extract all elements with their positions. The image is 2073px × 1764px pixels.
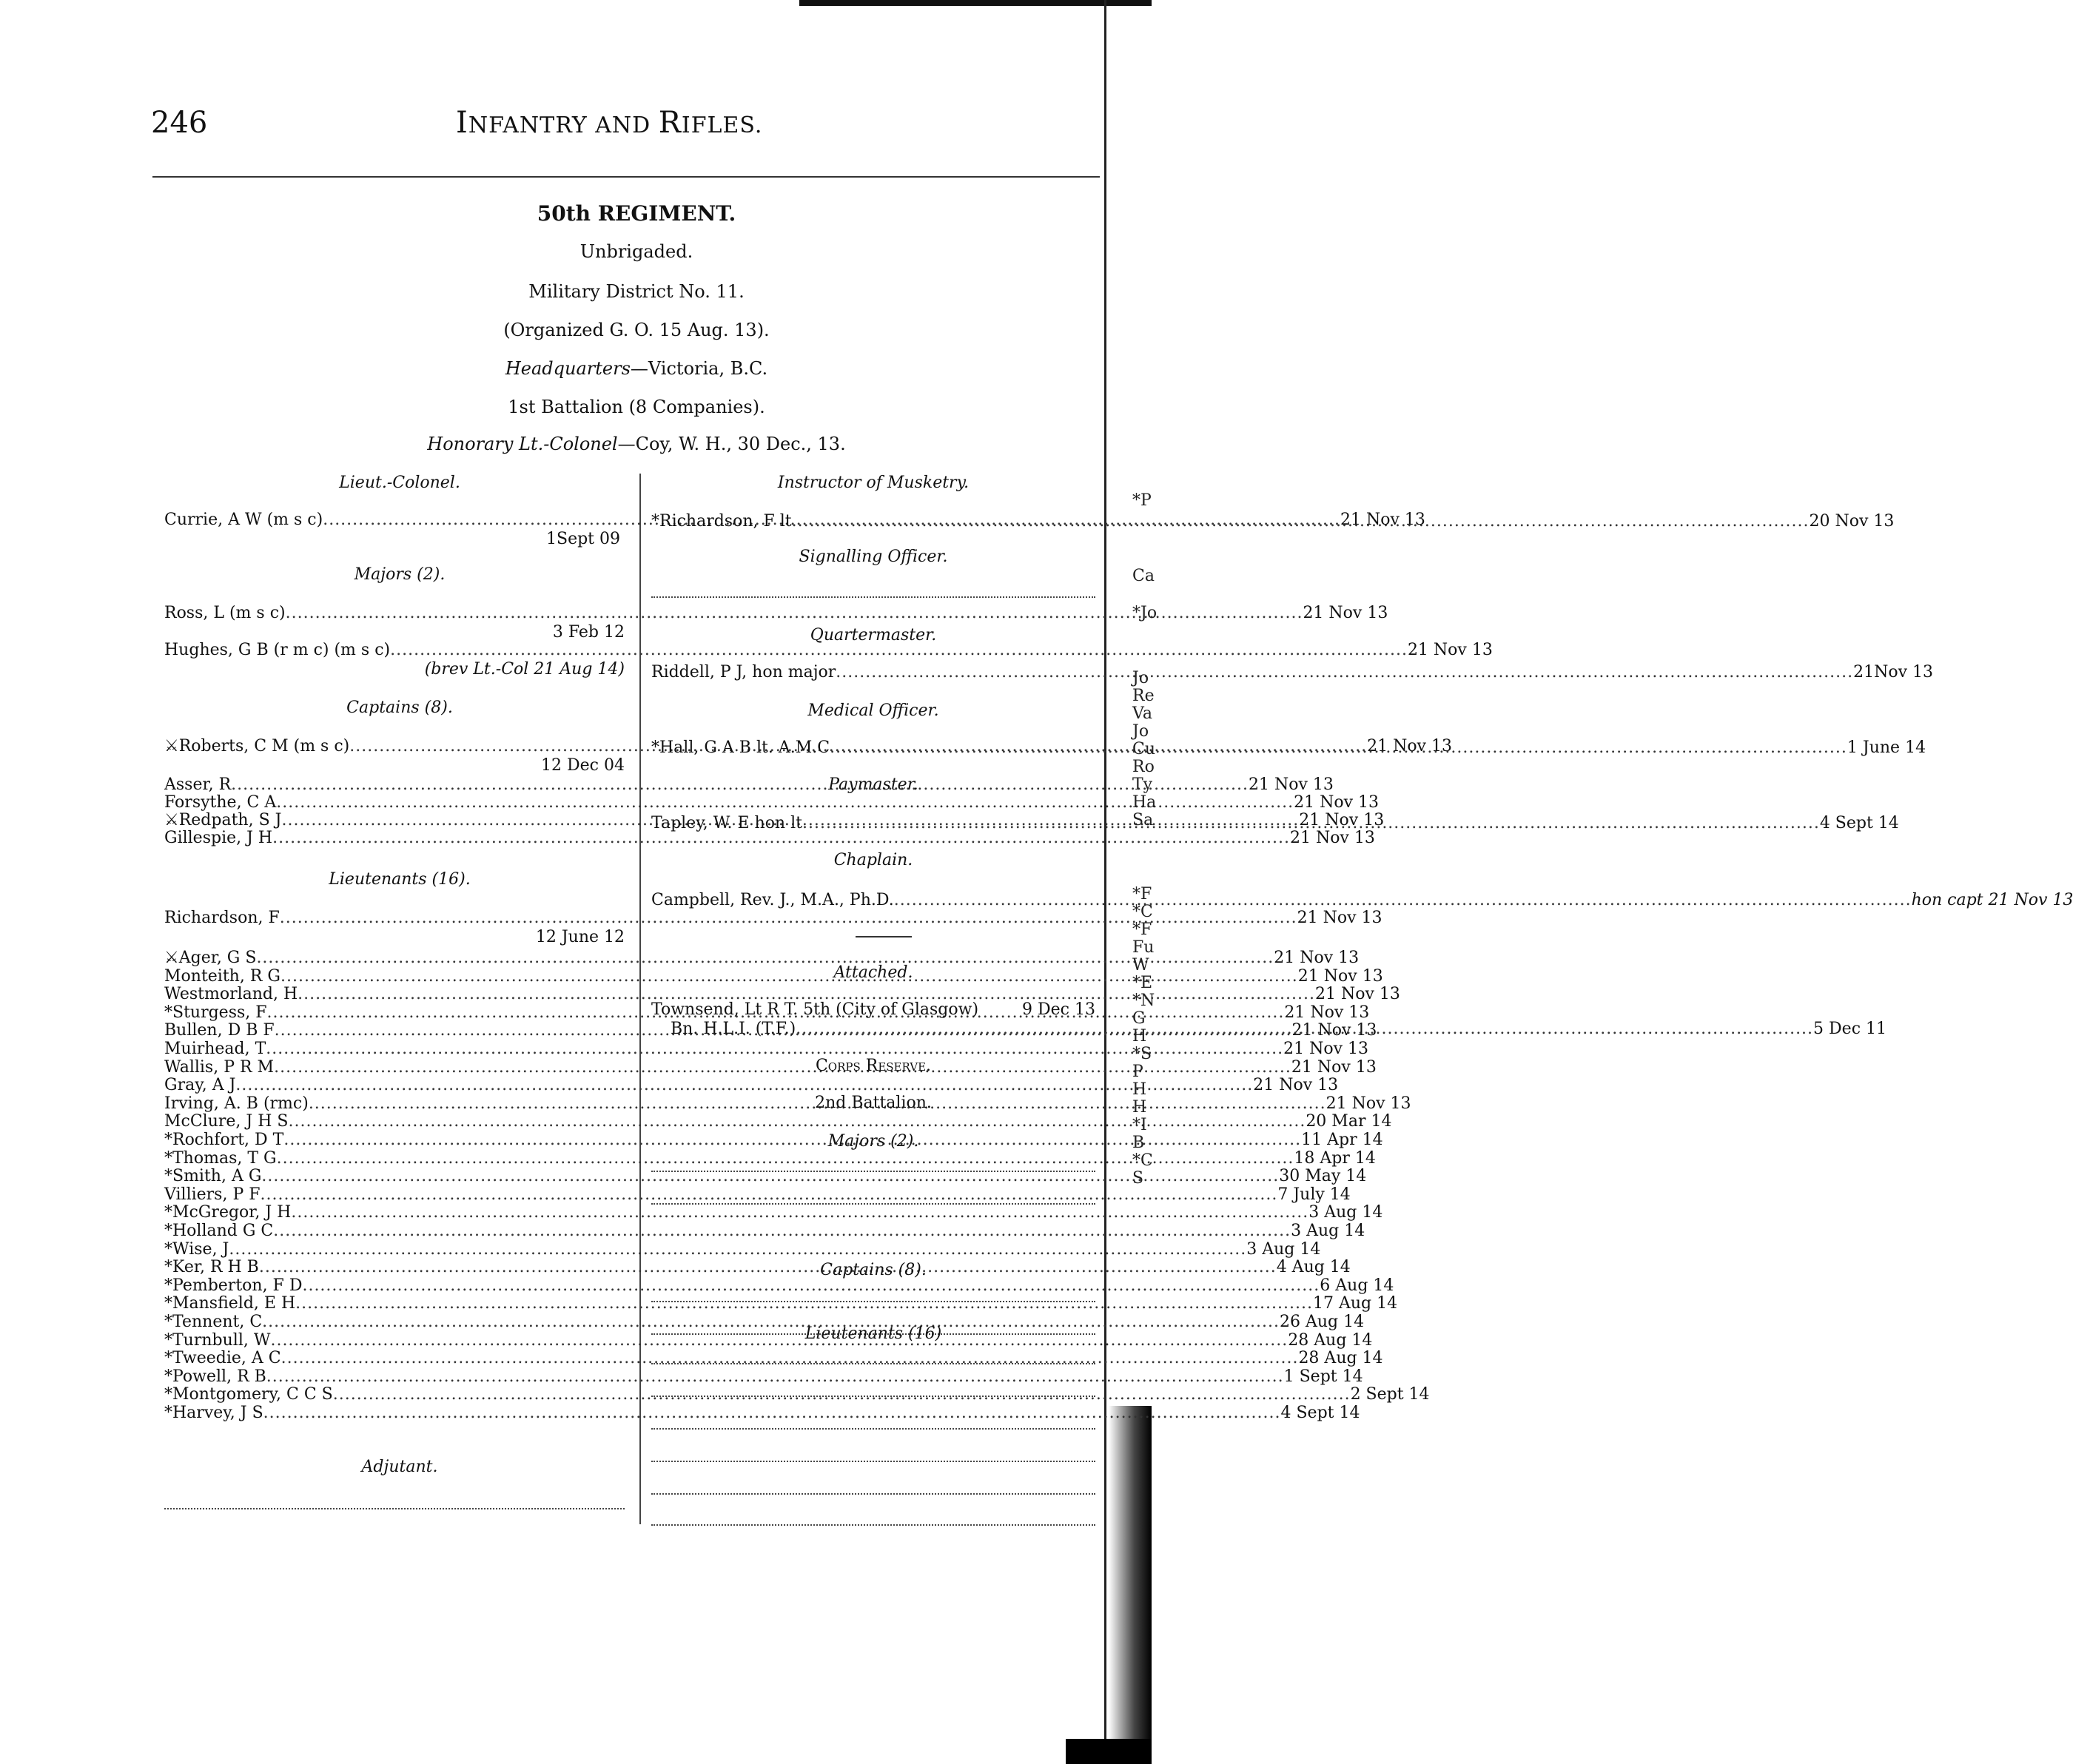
brigade-line: Unbrigaded. [579,241,693,262]
officer-date: 2 Sept 14 [1350,1385,1430,1404]
officer-date: 20 Nov 13 [1809,512,1895,531]
officer-date: 21 Nov 13 [1303,604,1388,622]
officer-date: 21 Nov 13 [1283,1040,1369,1058]
major-row [164,641,1493,660]
officer-date: 3 Aug 14 [1308,1203,1383,1222]
officer-date: 28 Aug 14 [1288,1330,1373,1350]
officer-name: *Holland G C [164,1222,274,1240]
captain-sub-date: 12 Dec 04 [541,756,625,775]
honorary-value: —Coy, W. H., 30 Dec., 13. [617,434,846,454]
regiment-title: 50th REGIMENT. [537,201,736,226]
officer-date: 21 Nov 13 [1289,829,1375,847]
bleed-through-text: H [1132,1098,1147,1117]
officer-date: 4 Sept 14 [1280,1404,1360,1422]
officer-name: Irving, A. B (rmc) [164,1094,309,1113]
officer-name: Monteith, R G [164,966,280,986]
officer-date: 21Nov 13 [1853,663,1934,681]
officer-date: 21 Nov 13 [1326,1094,1411,1113]
bleed-through-text: P [1132,1063,1143,1081]
officer-name: Richardson, F [164,909,280,927]
lieutenant-row [164,1313,1365,1332]
officer-name: Forsythe, C A [164,793,277,812]
attached-date: 9 Dec 13 [1022,1000,1095,1019]
bleed-through-text: Ro [1132,758,1155,776]
major-sub-date: 3 Feb 12 [552,623,625,642]
captains-header: Captains (8). [346,698,453,717]
officer-date: 18 Apr 14 [1294,1148,1376,1168]
running-title [456,106,762,140]
officer-date: 7 July 14 [1277,1185,1351,1204]
officer-date: 21 Nov 13 [1297,909,1382,927]
bleed-through-text: Ty [1132,775,1153,794]
majors-header: Majors (2). [354,565,446,584]
blank-line [651,1394,1095,1397]
bleed-through-text: Ca [1132,567,1155,585]
bleed-through-text: *I [1132,1116,1147,1134]
bleed-through-text: H [1132,1080,1147,1099]
bleed-through-text: *P [1132,491,1152,510]
officer-date: 21 Nov 13 [1291,1057,1377,1077]
officer-name: *Wise, J [164,1239,229,1259]
lieutenant-row [164,1040,1369,1059]
bleed-through-text: *C [1132,1151,1153,1170]
honorary-line [0,434,1273,454]
officer-date: 17 Aug 14 [1312,1294,1398,1313]
signalling-header: Signalling Officer. [799,548,948,566]
organized-line: (Organized G. O. 15 Aug. 13). [503,320,770,340]
officer-name: Tapley, W. E hon lt [651,814,802,832]
officer-name: *Smith, A G [164,1167,262,1186]
officer-date: 30 May 14 [1279,1167,1367,1186]
lieutenant-row [164,1222,1365,1241]
officer-name: Currie, A W (m s c) [164,511,323,529]
lt-colonel-header: Lieut.-Colonel. [339,474,460,492]
bleed-through-text: Ha [1132,793,1157,812]
officer-name: *Mansfield, E H [164,1294,296,1313]
musketry-header: Instructor of Musketry. [777,474,970,492]
lieutenant-row [164,1148,1376,1168]
officer-name: Bullen, D B F [164,1021,275,1040]
officer-date: 21 Nov 13 [1284,1003,1370,1022]
corps-reserve-heading: Corps Reserve. [815,1057,932,1075]
bleed-through-text: Sa [1132,811,1154,829]
officer-name: *Hall, G A B lt. A.M.C [651,738,830,757]
attached-row [651,1000,1095,1020]
officer-name: *Tweedie, A C [164,1349,281,1368]
bleed-through-text: G [1132,1009,1146,1028]
page-edge-bottom [1066,1739,1152,1764]
chaplain-row [651,891,2073,910]
bleed-through-text: Jo [1132,722,1149,741]
honorary-label: Honorary Lt.-Colonel [427,434,618,454]
officer-date: 21 Nov 13 [1297,966,1383,986]
bleed-through-text: Re [1132,687,1155,705]
officer-name: Wallis, P R M [164,1057,275,1077]
officer-name: *McGregor, J H [164,1203,292,1222]
officer-date: 1 June 14 [1847,738,1926,757]
paymaster-header: Paymaster. [828,775,918,794]
running-title-cap1: I [456,106,468,140]
officer-date: 4 Aug 14 [1276,1258,1351,1277]
officer-name: ⚔Ager, G S [164,949,257,967]
bleed-through-text: *N [1132,992,1155,1010]
bleed-through-text: *S [1132,1045,1152,1063]
bleed-through-text: Jo [1132,669,1149,687]
captain-row [164,829,1375,848]
officer-name: McClure, J H S [164,1112,289,1131]
officer-name: ⚔Roberts, C M (m s c) [164,737,350,755]
officer-date: 21 Nov 13 [1291,1021,1377,1040]
officer-name: Villiers, P F [164,1185,261,1204]
officer-date: 28 Aug 14 [1298,1349,1383,1368]
blank-line [651,1523,1095,1526]
officer-name: *Turnbull, W [164,1330,271,1350]
officer-name: *Tennent, C [164,1313,263,1331]
attached-date: 5 Dec 11 [1813,1020,1887,1038]
chaplain-header: Chaplain. [833,851,913,869]
officer-name: Gray, A J [164,1076,236,1095]
bleed-through-text: S [1132,1169,1144,1188]
officer-date: 26 Aug 14 [1280,1313,1365,1331]
officer-name: *Powell, R B [164,1367,266,1386]
attached-header: Attached. [833,963,913,982]
officer-date: hon capt 21 Nov 13 [1911,891,2073,909]
headquarters-value: —Victoria, B.C. [630,358,768,379]
blank-line [651,1202,1095,1205]
officer-date: 11 Apr 14 [1301,1131,1383,1149]
reserve-majors-header: Majors (2). [827,1132,919,1151]
officer-name: ⚔Redpath, S J [164,811,282,829]
officer-name: Westmorland, H [164,985,298,1004]
headquarters-line [0,358,1273,379]
bleed-through-text: *F [1132,885,1152,903]
officer-date: 3 Aug 14 [1291,1222,1365,1240]
bleed-through-text: Va [1132,704,1152,723]
adjutant-blank-line [164,1507,625,1509]
officer-date: 21 Nov 13 [1340,511,1425,529]
bleed-through-text: *E [1132,974,1153,992]
officer-date: 21 Nov 13 [1315,985,1400,1004]
officer-name: Muirhead, T [164,1040,266,1058]
lieutenant-row [164,1076,1339,1095]
lt-colonel-sub-date: 1Sept 09 [546,530,620,548]
blank-line [651,1459,1095,1462]
lieutenant-row [164,1112,1392,1131]
lieutenants-header: Lieutenants (16). [329,870,471,889]
officer-name: Riddell, P J, hon major [651,663,836,681]
section-rule [856,936,912,937]
district-line: Military District No. 11. [528,281,745,302]
lieutenant-row [164,909,1382,928]
attached-unit: Bn. H.L.I. (T.F.) [671,1020,796,1038]
running-title-part1: NFANTRY AND [468,112,659,138]
officer-date: 6 Aug 14 [1320,1276,1394,1295]
blank-line [651,1427,1095,1430]
quartermaster-header: Quartermaster. [810,626,937,644]
lieutenant-row [164,1185,1351,1205]
officer-date: 21 Nov 13 [1248,775,1334,794]
officer-name: *Thomas, T G [164,1148,277,1168]
lieutenant-row [164,1276,1394,1296]
blank-line [651,1169,1095,1172]
officer-name: Hughes, G B (r m c) (m s c) [164,641,391,659]
officer-name: *Pemberton, F D [164,1276,303,1295]
headquarters-label: Headquarters [505,358,631,379]
officer-name: Asser, R [164,775,232,794]
officer-name: *Harvey, J S [164,1404,263,1422]
bleed-through-text: *C [1132,903,1153,921]
page-edge-shadow [1109,1406,1152,1764]
officer-date: 4 Sept 14 [1819,814,1899,832]
page-number: 246 [151,106,208,140]
officer-date: 21 Nov 13 [1367,737,1452,755]
reserve-captains-header: Captains (8). [820,1261,927,1279]
officer-name: Campbell, Rev. J., M.A., Ph.D. [651,891,894,909]
page-edge-right [1104,0,1106,1764]
running-title-cap2: R [658,106,682,140]
officer-date: 21 Nov 13 [1407,641,1493,659]
reserve-lieutenants-header: Lieutenants (16) [804,1324,942,1343]
officer-date: 21 Nov 13 [1299,811,1385,829]
lieutenant-row [164,1367,1363,1387]
lieutenant-row [164,1203,1383,1222]
signalling-blank-line [651,595,1095,598]
officer-name: Gillespie, J H [164,829,273,847]
page-edge-top [799,0,1152,6]
lieutenant-row [164,1385,1430,1404]
lieutenant-row [164,1167,1367,1186]
blank-line [651,1361,1095,1364]
lieutenant-row [164,949,1360,968]
bleed-through-text: H [1132,1027,1147,1046]
lieutenant-row [164,1349,1383,1368]
second-battalion-heading: 2nd Battalion. [815,1094,932,1112]
bleed-through-text: Cu [1132,740,1156,758]
major-brevet-note: (brev Lt.-Col 21 Aug 14) [424,660,625,679]
officer-name: *Rochfort, D T [164,1131,284,1149]
bleed-through-text: Fu [1132,938,1155,957]
officer-date: 20 Mar 14 [1306,1112,1392,1131]
officer-date: 1 Sept 14 [1283,1367,1363,1386]
blank-line [651,1492,1095,1495]
officer-date: 21 Nov 13 [1274,949,1360,967]
medical-header: Medical Officer. [807,701,939,720]
lieutenant-row [164,1239,1321,1259]
blank-line [651,1299,1095,1302]
officer-date: 21 Nov 13 [1294,793,1380,812]
bleed-through-text: *F [1132,920,1152,939]
officer-date: 21 Nov 13 [1253,1076,1339,1095]
lieutenant-row [164,1404,1360,1423]
bleed-through-text: *Jo [1132,604,1158,622]
adjutant-header: Adjutant. [361,1458,438,1476]
header-rule [152,176,1100,178]
quartermaster-row [651,663,1934,682]
officer-name: *Montgomery, C C S [164,1385,333,1404]
officer-name: *Richardson, F lt [651,512,792,531]
battalion-line: 1st Battalion (8 Companies). [508,397,765,417]
attached-officer: Townsend, Lt R T. 5th (City of Glasgow) [651,1000,979,1019]
lieutenant-row [164,1294,1398,1313]
lieutenant-sub-date: 12 June 12 [535,928,625,946]
officer-date: 3 Aug 14 [1246,1239,1321,1259]
lieutenant-row [164,985,1400,1004]
bleed-through-text: B [1132,1134,1145,1152]
bleed-through-text: W [1132,956,1149,974]
officer-name: Ross, L (m s c) [164,604,286,622]
officer-name: *Ker, R H B [164,1258,259,1277]
running-title-part2: IFLES. [681,112,763,138]
officer-name: *Sturgess, F [164,1003,267,1022]
